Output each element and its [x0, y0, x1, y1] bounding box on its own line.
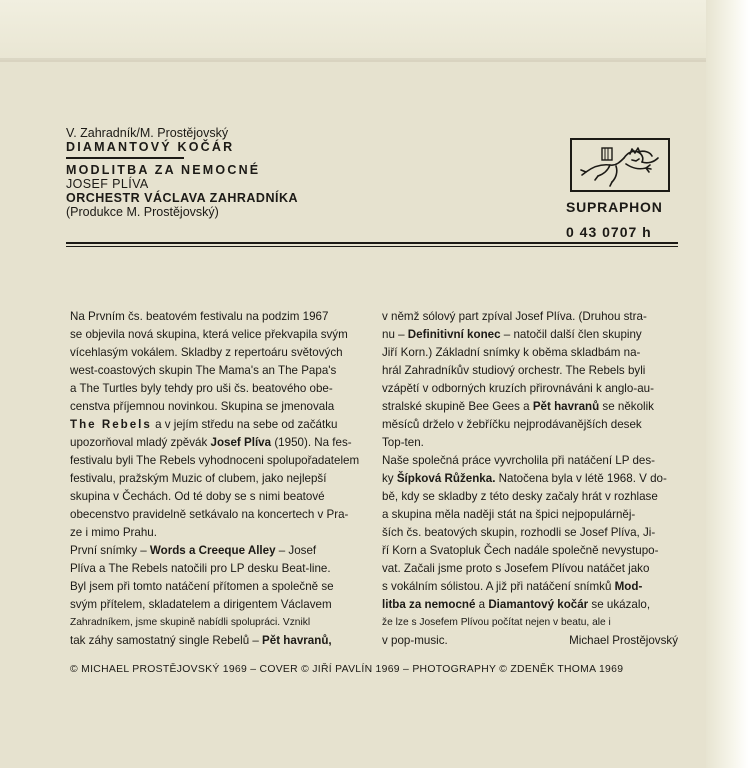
- note-line: a skupina měla naději stát na špici nejpopulárněj-: [382, 508, 636, 521]
- note-text: tak záhy samostatný single Rebelů –: [70, 634, 263, 647]
- note-line: Zahradníkem, jsme skupině nabídli spolupráci. Vznikl: [70, 617, 311, 628]
- note-line: [70, 632, 366, 650]
- note-line: a The Turtles byly tehdy pro uši čs. beatového obe-: [70, 382, 333, 395]
- note-line: vat. Začali jsme proto s Josefem Plívou natáčet jako: [382, 562, 650, 575]
- note-line: [382, 578, 678, 596]
- album-title: Šípková Růženka.: [396, 472, 496, 485]
- note-line: [382, 470, 678, 488]
- note-text: ky: [382, 472, 397, 485]
- note-line: [382, 596, 678, 614]
- note-line: festivalu byli The Rebels vyhodnoceni spolupořadatelem: [70, 454, 360, 467]
- note-text: První snímky –: [70, 544, 150, 557]
- label-brand: SUPRAPHON: [566, 199, 663, 215]
- note-line: [382, 398, 678, 416]
- note-line: měsíců drželo v žebříčku nejprodávanějších desek: [382, 418, 642, 431]
- note-text: v pop-music.: [382, 634, 448, 647]
- band-name: The Rebels: [70, 418, 152, 431]
- singer-name: Josef Plíva: [210, 436, 272, 449]
- note-line: ších čs. beatových skupin, rozhodli se Josef Plíva, Ji-: [382, 526, 656, 539]
- note-line: [70, 434, 366, 452]
- orchestra: ORCHESTR VÁCLAVA ZAHRADNÍKA: [66, 191, 299, 205]
- note-line: Jiří Korn.) Základní snímky k oběma skladbám na-: [382, 346, 641, 359]
- note-line: skupina v Čechách. Od té doby se s nimi beatové: [70, 490, 325, 503]
- note-line: ze i mimo Prahu.: [70, 526, 157, 539]
- note-text: upozorňoval mladý zpěvák: [70, 436, 211, 449]
- note-text: a v jejím středu na sebe od začátku: [151, 418, 338, 431]
- note-text: nu –: [382, 328, 408, 341]
- song-title: litba za nemocné: [382, 598, 476, 611]
- note-text: – Josef: [275, 544, 317, 557]
- note-line: že lze s Josefem Plívou počítat nejen v beatu, ale i: [382, 617, 611, 628]
- note-text: Natočena byla v létě 1968. V do-: [495, 472, 667, 485]
- title-divider: [66, 157, 184, 159]
- note-line: obecenstvo pravidelně setkávalo na koncertech v Pra-: [70, 508, 349, 521]
- note-line: [70, 542, 366, 560]
- song-title: Pět havranů: [532, 400, 600, 413]
- liner-notes-left-column: [70, 308, 366, 650]
- note-line: se objevila nová skupina, která velice překvapila svým: [70, 328, 348, 341]
- artist: JOSEF PLÍVA: [66, 177, 149, 191]
- fold-shadow: [0, 58, 749, 62]
- track-credits: [66, 126, 486, 219]
- note-line: vzápětí v odborných kruzích přirovnáváni k anglo-au-: [382, 382, 654, 395]
- note-line: Na Prvním čs. beatovém festivalu na podzim 1967: [70, 310, 329, 323]
- note-line: censtva příjemnou novinkou. Skupina se jmenovala: [70, 400, 335, 413]
- note-line: west-coastových skupin The Mama's an The Papa's: [70, 364, 337, 377]
- note-line: [382, 326, 678, 344]
- note-line: festivalu, pražským Muzic of clubem, jako nejlepší: [70, 472, 327, 485]
- note-line: bě, kdy se skladby z této desky začaly hrát v rozhlase: [382, 490, 658, 503]
- note-text: – natočil další člen skupiny: [500, 328, 642, 341]
- copyright-footer: © MICHAEL PROSTĚJOVSKÝ 1969 – COVER © JIŘÍ PAVLÍN 1969 – PHOTOGRAPHY © ZDENĚK THOMA 1969: [70, 664, 624, 675]
- note-line: Plíva a The Rebels natočili pro LP desku Beat-line.: [70, 562, 331, 575]
- note-line: vícehlasým vokálem. Skladby z repertoáru světových: [70, 346, 343, 359]
- section-divider-thin: [66, 246, 678, 247]
- supraphon-lion-logo-icon: [570, 138, 670, 192]
- note-line: v němž sólový part zpíval Josef Plíva. (Druhou stra-: [382, 310, 647, 323]
- note-line: Byl jsem při tomto natáčení přítomen a společně se: [70, 580, 334, 593]
- note-line: svým přítelem, skladatelem a dirigentem Václavem: [70, 598, 332, 611]
- song-title: Definitivní konec: [407, 328, 501, 341]
- signature: Michael Prostějovský: [569, 634, 678, 647]
- catalog-number: 0 43 0707 h: [566, 224, 652, 240]
- note-text: (1950). Na fes-: [271, 436, 352, 449]
- production: (Produkce M. Prostějovský): [66, 205, 219, 219]
- title-side-b: MODLITBA ZA NEMOCNÉ: [66, 163, 261, 177]
- section-divider: [66, 242, 678, 244]
- liner-notes-right-column: [382, 308, 678, 650]
- sleeve-flap: [0, 0, 749, 60]
- song-title: Diamantový kočár: [488, 598, 589, 611]
- note-line: ří Korn a Svatopluk Čech nadále společně nevystupo-: [382, 544, 659, 557]
- paper-edge: [706, 0, 749, 768]
- song-title: Pět havranů,: [262, 634, 332, 647]
- note-line: hrál Zahradníkův studiový orchestr. The Rebels byli: [382, 364, 646, 377]
- note-text: stralské skupině Bee Gees a: [382, 400, 533, 413]
- authors: V. Zahradník/M. Prostějovský: [66, 126, 229, 140]
- note-line: Top-ten.: [382, 436, 424, 449]
- note-line: [70, 416, 366, 434]
- note-text: s vokálním sólistou. A již při natáčení snímků: [382, 580, 615, 593]
- note-text: a: [475, 598, 489, 611]
- note-line: Naše společná práce vyvrcholila při natáčení LP des-: [382, 454, 656, 467]
- note-line: [382, 632, 678, 650]
- note-text: se ukázalo,: [588, 598, 651, 611]
- title-side-a: DIAMANTOVÝ KOČÁR: [66, 140, 235, 154]
- song-title: Words a Creeque Alley: [149, 544, 276, 557]
- song-title: Mod-: [614, 580, 643, 593]
- note-text: se několik: [599, 400, 654, 413]
